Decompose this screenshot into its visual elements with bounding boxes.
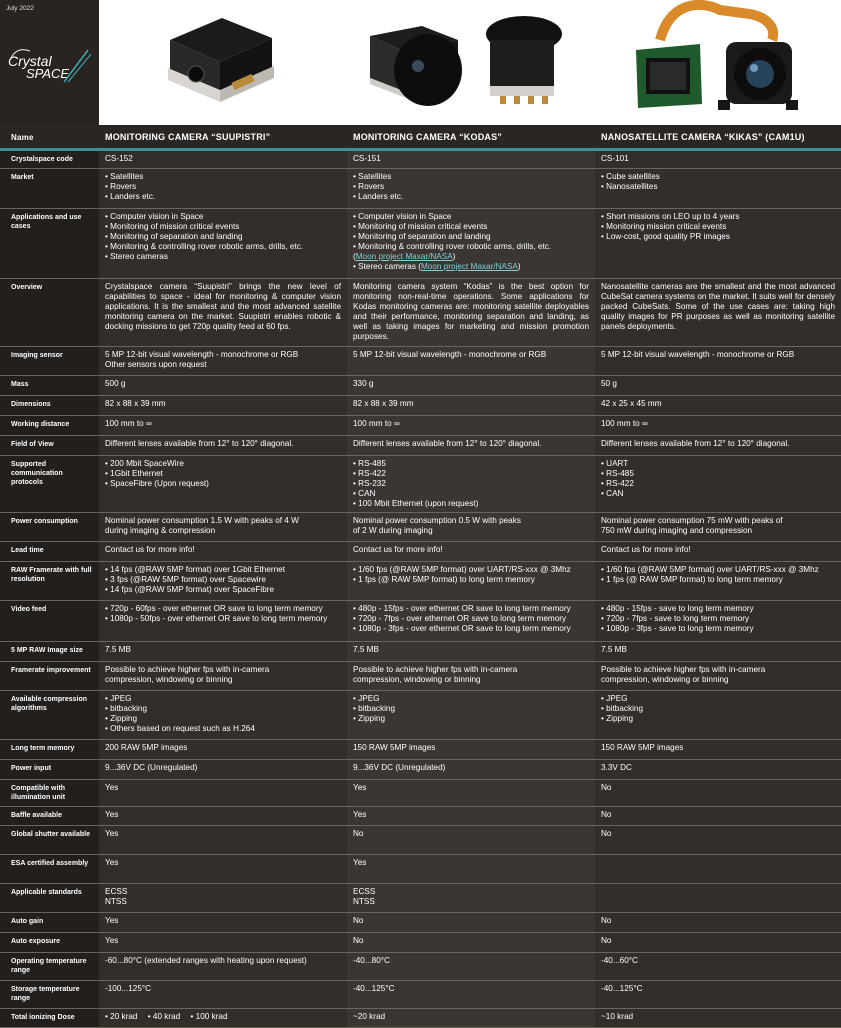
cell: -60...80°C (extended ranges with heating upon request) bbox=[99, 953, 347, 981]
list-item: • bitbacking bbox=[353, 704, 589, 714]
list-item: • 1/60 fps (@RAW 5MP format) over UART/RS-xxx @ 3Mhz bbox=[601, 565, 835, 575]
cell: -100...125°C bbox=[99, 981, 347, 1009]
table-row bbox=[0, 513, 841, 542]
table-row bbox=[0, 396, 841, 416]
cell bbox=[347, 601, 595, 642]
paren: ) bbox=[452, 252, 456, 261]
cell: 82 x 88 x 39 mm bbox=[347, 396, 595, 416]
list-item: • Low-cost, good quality PR images bbox=[601, 232, 835, 242]
cell: Different lenses available from 12° to 120° diagonal. bbox=[99, 436, 347, 456]
list-item: • Satellites bbox=[105, 172, 341, 182]
cell: Yes bbox=[99, 826, 347, 855]
cell-line: 5 MP 12-bit visual wavelength - monochrome or RGB bbox=[105, 350, 299, 359]
cell: -40...125°C bbox=[595, 981, 841, 1009]
list-item: • 1Gbit Ethernet bbox=[105, 469, 341, 479]
list-item: • JPEG bbox=[353, 694, 589, 704]
cell: 50 g bbox=[595, 376, 841, 396]
col-kikas-header: NANOSATELLITE CAMERA “KIKAS” (CAM1U) bbox=[595, 125, 841, 150]
cell bbox=[595, 855, 841, 884]
list-item: • Monitoring of separation and landing bbox=[105, 232, 341, 242]
cell bbox=[595, 562, 841, 601]
row-label: Applications and use cases bbox=[0, 209, 99, 279]
list-item: • CAN bbox=[601, 489, 835, 499]
moon-project-link[interactable]: Moon project Maxar/NASA bbox=[420, 262, 518, 271]
cell bbox=[99, 347, 347, 376]
cell: 7.5 MB bbox=[595, 642, 841, 662]
row-label: Working distance bbox=[0, 416, 99, 436]
cell bbox=[99, 691, 347, 740]
cell: Yes bbox=[347, 807, 595, 826]
table-row bbox=[0, 209, 841, 279]
cell bbox=[347, 691, 595, 740]
row-label: Total ionizing Dose bbox=[0, 1009, 99, 1028]
list-item: • Cube satellites bbox=[601, 172, 835, 182]
table-row bbox=[0, 691, 841, 740]
list-item: • Monitoring of mission critical events bbox=[353, 222, 589, 232]
brand-panel bbox=[0, 0, 99, 125]
table-row bbox=[0, 884, 841, 913]
cell: No bbox=[595, 807, 841, 826]
cell-line: Possible to achieve higher fps with in-camera bbox=[105, 665, 270, 674]
cell: No bbox=[595, 913, 841, 933]
list-item: • 3 fps (@RAW 5MP format) over Spacewire bbox=[105, 575, 341, 585]
row-label: Operating temperature range bbox=[0, 953, 99, 981]
cell: No bbox=[347, 826, 595, 855]
cell bbox=[595, 169, 841, 209]
list-item: • 480p - 15fps - over ethernet OR save to long term memory bbox=[353, 604, 589, 614]
dose-item: • bbox=[105, 1012, 111, 1021]
cell bbox=[347, 562, 595, 601]
cell-line: Possible to achieve higher fps with in-camera bbox=[601, 665, 766, 674]
cell: 5 MP 12-bit visual wavelength - monochrome or RGB bbox=[595, 347, 841, 376]
cell bbox=[99, 562, 347, 601]
cell: Different lenses available from 12° to 120° diagonal. bbox=[595, 436, 841, 456]
list-item: • 100 Mbit Ethernet (upon request) bbox=[353, 499, 589, 509]
cell bbox=[99, 662, 347, 691]
table-row bbox=[0, 933, 841, 953]
hero-banner bbox=[0, 0, 841, 125]
cell bbox=[595, 209, 841, 279]
list-item: • RS-485 bbox=[601, 469, 835, 479]
row-label: Dimensions bbox=[0, 396, 99, 416]
row-label: Auto exposure bbox=[0, 933, 99, 953]
list-item-text: Monitoring & controlling rover robotic arms, drills, etc. bbox=[358, 242, 552, 251]
row-label: Long term memory bbox=[0, 740, 99, 760]
suupistri-camera-image bbox=[160, 0, 280, 125]
list-item-text: Stereo cameras ( bbox=[358, 262, 421, 271]
cell bbox=[595, 601, 841, 642]
list-item: • Monitoring of separation and landing bbox=[353, 232, 589, 242]
list-item: • 1080p - 50fps - over ethernet OR save to long term memory bbox=[105, 614, 341, 624]
table-row bbox=[0, 953, 841, 981]
svg-text:Crystal: Crystal bbox=[8, 53, 52, 69]
list-item: • 1080p - 3fps - save to long term memory bbox=[601, 624, 835, 634]
row-label: RAW Framerate with full resolution bbox=[0, 562, 99, 601]
cell: Yes bbox=[347, 855, 595, 884]
list-item: • bitbacking bbox=[105, 704, 341, 714]
cell bbox=[99, 884, 347, 913]
table-row bbox=[0, 347, 841, 376]
cell: ~20 krad bbox=[347, 1009, 595, 1028]
list-item: • Zipping bbox=[353, 714, 589, 724]
cell: 9...36V DC (Unregulated) bbox=[99, 760, 347, 780]
list-item: • bitbacking bbox=[601, 704, 835, 714]
cell: ~10 krad bbox=[595, 1009, 841, 1028]
cell: Contact us for more info! bbox=[347, 542, 595, 562]
cell bbox=[595, 884, 841, 913]
list-item: • Landers etc. bbox=[105, 192, 341, 202]
row-label: 5 MP RAW Image size bbox=[0, 642, 99, 662]
list-item: • 1080p - 3fps - over ethernet OR save to long term memory bbox=[353, 624, 589, 634]
cell bbox=[347, 513, 595, 542]
list-item: • RS-422 bbox=[601, 479, 835, 489]
list-item: • RS-232 bbox=[353, 479, 589, 489]
list-item: • Computer vision in Space bbox=[353, 212, 589, 222]
cell: Crystalspace camera “Suupistri” brings the new level of capabilities to space - ideal for monitoring & computer vision applications. It is the smallest and the most advanced satellite monitoring camera on the market. Suupistri enables robotic & docking missions to get 720p quality feed at 60 fps. bbox=[99, 279, 347, 347]
list-item: • Computer vision in Space bbox=[105, 212, 341, 222]
cell: -40...80°C bbox=[347, 953, 595, 981]
dose-value: 100 krad bbox=[195, 1012, 228, 1021]
col-kodas-header: MONITORING CAMERA “KODAS” bbox=[347, 125, 595, 150]
table-header-row bbox=[0, 125, 841, 150]
cell bbox=[347, 169, 595, 209]
row-label: ESA certified assembly bbox=[0, 855, 99, 884]
cell: 3.3V DC bbox=[595, 760, 841, 780]
cell: No bbox=[595, 780, 841, 807]
row-label: Crystalspace code bbox=[0, 150, 99, 169]
list-item: • Rovers bbox=[105, 182, 341, 192]
cell bbox=[347, 662, 595, 691]
list-item: • 14 fps (@RAW 5MP format) over 1Gbit Ethernet bbox=[105, 565, 341, 575]
cell-line: of 2 W during imaging bbox=[353, 526, 433, 535]
table-row bbox=[0, 913, 841, 933]
cell-line: ECSS bbox=[105, 887, 128, 896]
cell-line: Other sensors upon request bbox=[105, 360, 207, 369]
table-row bbox=[0, 760, 841, 780]
row-label: Supported communication protocols bbox=[0, 456, 99, 513]
cell-line: Possible to achieve higher fps with in-camera bbox=[353, 665, 518, 674]
cell: -40...125°C bbox=[347, 981, 595, 1009]
cell-line: during imaging & compression bbox=[105, 526, 216, 535]
row-label: Overview bbox=[0, 279, 99, 347]
list-item: • JPEG bbox=[601, 694, 835, 704]
camera-comparison-table bbox=[0, 125, 841, 1028]
table-row bbox=[0, 826, 841, 855]
table-row bbox=[0, 780, 841, 807]
list-item: • 14 fps (@RAW 5MP format) over SpaceFibre bbox=[105, 585, 341, 595]
cell-line: NTSS bbox=[105, 897, 127, 906]
cell bbox=[595, 662, 841, 691]
list-item: • 720p - 7fps - save to long term memory bbox=[601, 614, 835, 624]
cell-line: Nominal power consumption 0.5 W with peaks bbox=[353, 516, 521, 525]
list-item: • JPEG bbox=[105, 694, 341, 704]
cell: 42 x 25 x 45 mm bbox=[595, 396, 841, 416]
list-item bbox=[353, 262, 589, 272]
paren: ( bbox=[353, 252, 356, 261]
cell: Yes bbox=[347, 780, 595, 807]
list-item: • UART bbox=[601, 459, 835, 469]
list-item: • Landers etc. bbox=[353, 192, 589, 202]
cell bbox=[347, 884, 595, 913]
list-item: • RS-485 bbox=[353, 459, 589, 469]
cell bbox=[347, 209, 595, 279]
table-row bbox=[0, 169, 841, 209]
cell: 82 x 88 x 39 mm bbox=[99, 396, 347, 416]
crystalspace-logo bbox=[4, 44, 94, 84]
list-item: • Rovers bbox=[353, 182, 589, 192]
row-label: Compatible with illumination unit bbox=[0, 780, 99, 807]
list-item: • 1 fps (@ RAW 5MP format) to long term memory bbox=[601, 575, 835, 585]
table-row bbox=[0, 642, 841, 662]
table-row bbox=[0, 807, 841, 826]
cell-line: compression, windowing or binning bbox=[601, 675, 729, 684]
cell: No bbox=[595, 826, 841, 855]
row-label: Market bbox=[0, 169, 99, 209]
table-row bbox=[0, 150, 841, 169]
row-label: Imaging sensor bbox=[0, 347, 99, 376]
list-item: • Stereo cameras bbox=[105, 252, 341, 262]
row-label: Field of View bbox=[0, 436, 99, 456]
name-header: Name bbox=[0, 125, 99, 150]
row-label: Auto gain bbox=[0, 913, 99, 933]
row-label: Global shutter available bbox=[0, 826, 99, 855]
list-item: • 720p - 60fps - over ethernet OR save to long term memory bbox=[105, 604, 341, 614]
row-label: Lead time bbox=[0, 542, 99, 562]
cell-line: 750 mW during imaging and compression bbox=[601, 526, 753, 535]
table-row bbox=[0, 1009, 841, 1028]
row-label: Video feed bbox=[0, 601, 99, 642]
cell: 330 g bbox=[347, 376, 595, 396]
cell bbox=[595, 513, 841, 542]
cell bbox=[99, 513, 347, 542]
moon-project-link[interactable]: Moon project Maxar/NASA bbox=[355, 252, 453, 261]
list-item: • 720p - 7fps - over ethernet OR save to long term memory bbox=[353, 614, 589, 624]
cell: 7.5 MB bbox=[99, 642, 347, 662]
list-item: • Zipping bbox=[601, 714, 835, 724]
cell: CS-101 bbox=[595, 150, 841, 169]
list-item: • RS-422 bbox=[353, 469, 589, 479]
cell-line: compression, windowing or binning bbox=[105, 675, 233, 684]
row-label: Power input bbox=[0, 760, 99, 780]
cell: Contact us for more info! bbox=[595, 542, 841, 562]
cell: CS-151 bbox=[347, 150, 595, 169]
cell bbox=[99, 169, 347, 209]
list-item: • 1 fps (@ RAW 5MP format) to long term memory bbox=[353, 575, 589, 585]
row-label: Available compression algorithms bbox=[0, 691, 99, 740]
svg-text:SPACE: SPACE bbox=[26, 66, 70, 81]
cell: Contact us for more info! bbox=[99, 542, 347, 562]
cell: Yes bbox=[99, 807, 347, 826]
row-label: Framerate improvement bbox=[0, 662, 99, 691]
cell: CS-152 bbox=[99, 150, 347, 169]
cell-line: ECSS bbox=[353, 887, 376, 896]
cell: 7.5 MB bbox=[347, 642, 595, 662]
cell: Nanosatellite cameras are the smallest and the most advanced CubeSat camera systems on the market. It suits well for densely packed CubeSats. Some of the use cases are: taking high quality images for PR purposes as well as monitoring satellite panels deployments. bbox=[595, 279, 841, 347]
cell: No bbox=[595, 933, 841, 953]
cell: 200 RAW 5MP images bbox=[99, 740, 347, 760]
cell: Different lenses available from 12° to 120° diagonal. bbox=[347, 436, 595, 456]
cell: 5 MP 12-bit visual wavelength - monochrome or RGB bbox=[347, 347, 595, 376]
list-item: • 480p - 15fps - save to long term memory bbox=[601, 604, 835, 614]
list-item: • Zipping bbox=[105, 714, 341, 724]
list-item: • Short missions on LEO up to 4 years bbox=[601, 212, 835, 222]
paren: ) bbox=[517, 262, 521, 271]
table-row bbox=[0, 542, 841, 562]
table-row bbox=[0, 376, 841, 396]
cell bbox=[595, 691, 841, 740]
cell: No bbox=[347, 933, 595, 953]
cell: 100 mm to ∞ bbox=[99, 416, 347, 436]
list-item: • 1/60 fps (@RAW 5MP format) over UART/RS-xxx @ 3Mhz bbox=[353, 565, 589, 575]
cell: Monitoring camera system “Kodas” is the best option for monitoring non-real-time operations. Some applications for Kodas monitoring cameras are: monitoring satellite deployables and their performance, monitoring separation and landing, as well as taking images for marketing and mission promotion purposes. bbox=[347, 279, 595, 347]
cell bbox=[99, 601, 347, 642]
cell: 150 RAW 5MP images bbox=[595, 740, 841, 760]
cell: 9...36V DC (Unregulated) bbox=[347, 760, 595, 780]
row-label: Baffle available bbox=[0, 807, 99, 826]
kikas-camera-image bbox=[630, 0, 800, 125]
list-item: • Monitoring of mission critical events bbox=[105, 222, 341, 232]
row-label: Storage temperature range bbox=[0, 981, 99, 1009]
cell: 500 g bbox=[99, 376, 347, 396]
cell bbox=[99, 209, 347, 279]
table-row bbox=[0, 562, 841, 601]
cell-line: compression, windowing or binning bbox=[353, 675, 481, 684]
list-item: • SpaceFibre (Upon request) bbox=[105, 479, 341, 489]
cell bbox=[99, 1009, 347, 1028]
cell: 150 RAW 5MP images bbox=[347, 740, 595, 760]
row-label: Power consumption bbox=[0, 513, 99, 542]
table-row bbox=[0, 981, 841, 1009]
table-row bbox=[0, 601, 841, 642]
row-label: Applicable standards bbox=[0, 884, 99, 913]
col-suupistri-header: MONITORING CAMERA “SUUPISTRI” bbox=[99, 125, 347, 150]
cell: Yes bbox=[99, 933, 347, 953]
dose-value: 40 krad bbox=[152, 1012, 181, 1021]
cell: 100 mm to ∞ bbox=[595, 416, 841, 436]
list-item: • CAN bbox=[353, 489, 589, 499]
cell bbox=[347, 456, 595, 513]
document-date: July 2022 bbox=[6, 5, 34, 12]
list-item bbox=[353, 242, 589, 262]
cell-line: Nominal power consumption 75 mW with peaks of bbox=[601, 516, 783, 525]
cell bbox=[99, 456, 347, 513]
list-item: • 200 Mbit SpaceWire bbox=[105, 459, 341, 469]
cell: Yes bbox=[99, 780, 347, 807]
table-row bbox=[0, 416, 841, 436]
cell: No bbox=[347, 913, 595, 933]
list-item: • Satellites bbox=[353, 172, 589, 182]
table-row bbox=[0, 456, 841, 513]
cell: 100 mm to ∞ bbox=[347, 416, 595, 436]
row-label: Mass bbox=[0, 376, 99, 396]
cell: Yes bbox=[99, 913, 347, 933]
dose-item: • bbox=[190, 1012, 196, 1021]
dose-value: 20 krad bbox=[110, 1012, 138, 1021]
list-item: • Others based on request such as H.264 bbox=[105, 724, 341, 734]
list-item: • Monitoring mission critical events bbox=[601, 222, 835, 232]
table-row bbox=[0, 662, 841, 691]
list-item: • Monitoring & controlling rover robotic arms, drills, etc. bbox=[105, 242, 341, 252]
table-row bbox=[0, 436, 841, 456]
kodas-camera-image bbox=[362, 0, 592, 125]
cell-line: Nominal power consumption 1.5 W with peaks of 4 W bbox=[105, 516, 299, 525]
list-item: • Nanosatellites bbox=[601, 182, 835, 192]
dose-item: • bbox=[147, 1012, 153, 1021]
cell-line: NTSS bbox=[353, 897, 375, 906]
table-row bbox=[0, 279, 841, 347]
table-row bbox=[0, 740, 841, 760]
table-row bbox=[0, 855, 841, 884]
cell: Yes bbox=[99, 855, 347, 884]
cell: -40...60°C bbox=[595, 953, 841, 981]
cell bbox=[595, 456, 841, 513]
